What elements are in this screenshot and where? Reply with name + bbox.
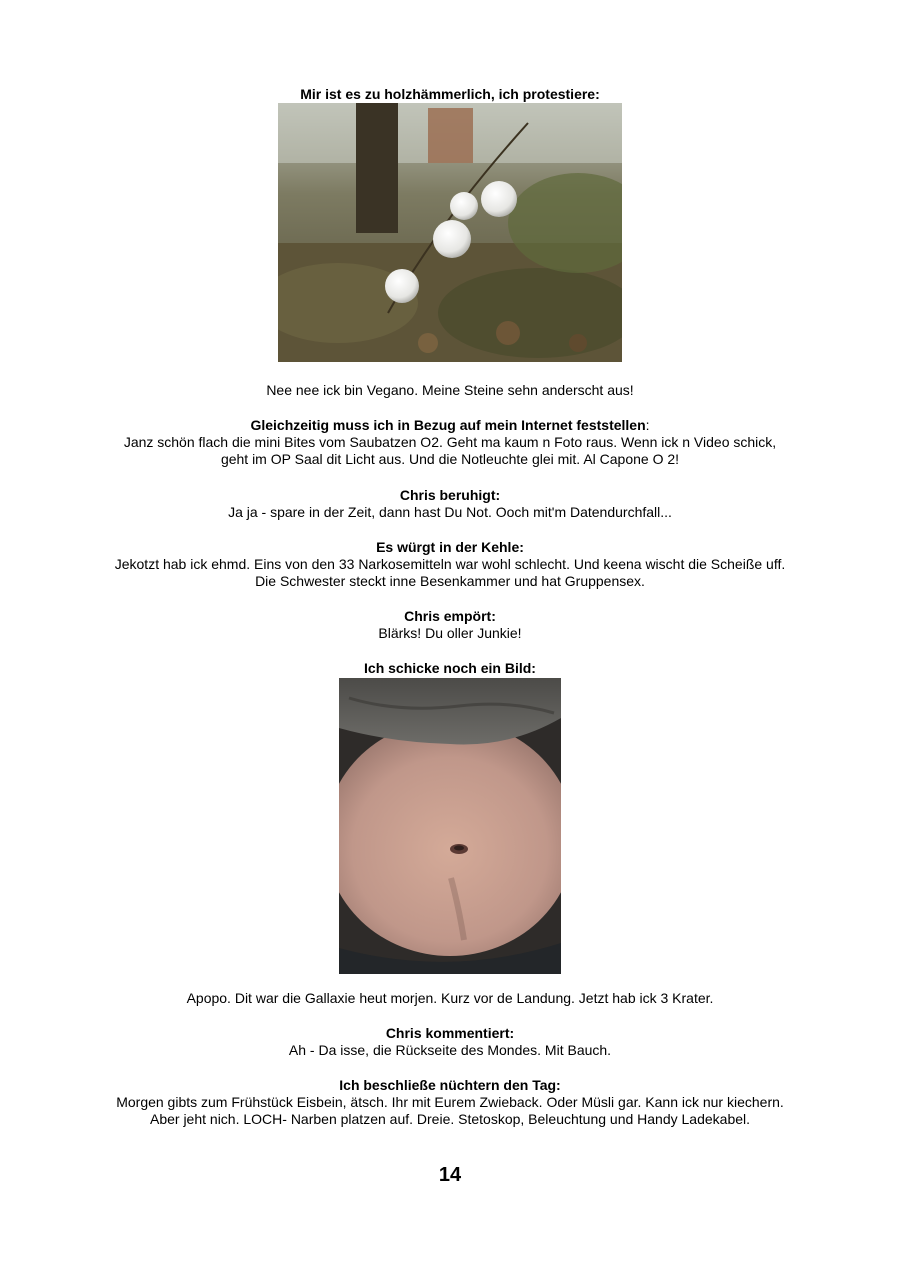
page-number: 14 — [438, 1164, 462, 1186]
chris-outraged-paragraph — [60, 608, 840, 642]
chris-calms-paragraph — [60, 487, 840, 521]
heading-chris-outraged: Chris empört: — [404, 608, 496, 624]
photo-snowberries — [278, 103, 622, 362]
chris-comments-paragraph — [60, 1025, 840, 1059]
chris-comments-line-1: Ah - Da isse, die Rückseite des Mondes. Mit Bauch. — [288, 1042, 612, 1058]
closing-line-2: Aber jeht nich. LOCH- Narben platzen auf. Dreie. Stetoskop, Beleuchtung und Handy Ladekabel. — [149, 1111, 751, 1127]
heading-throat: Es würgt in der Kehle: — [376, 539, 524, 555]
closing-line-1: Morgen gibts zum Frühstück Eisbein, ätsch. Ihr mit Eurem Zwieback. Oder Müsli gar. Kann ick nur kiechern. — [116, 1094, 784, 1110]
throat-line-2: Die Schwester steckt inne Besenkammer und hat Gruppensex. — [255, 573, 645, 589]
heading-internet: Gleichzeitig muss ich in Bezug auf mein Internet feststellen — [250, 417, 646, 433]
chris-calms-line-1: Ja ja - spare in der Zeit, dann hast Du Not. Ooch mit'm Datendurchfall... — [228, 504, 672, 520]
chris-outraged-line-1: Blärks! Du oller Junkie! — [378, 625, 522, 641]
heading-another-picture: Ich schicke noch ein Bild: — [364, 660, 536, 676]
heading-closing: Ich beschließe nüchtern den Tag: — [339, 1077, 561, 1093]
heading-internet-colon: : — [645, 417, 650, 433]
caption-vegano: Nee nee ick bin Vegano. Meine Steine sehn anderscht aus! — [266, 382, 634, 398]
heading-chris-calms: Chris beruhigt: — [399, 487, 501, 503]
caption-galaxy: Apopo. Dit war die Gallaxie heut morjen. Kurz vor de Landung. Jetzt hab ick 3 Krater. — [186, 990, 714, 1006]
throat-paragraph — [60, 539, 840, 590]
internet-line-2: geht im OP Saal dit Licht aus. Und die Notleuchte glei mit. Al Capone O 2! — [220, 451, 680, 467]
heading-chris-comments: Chris kommentiert: — [385, 1025, 515, 1041]
photo-belly — [339, 678, 561, 974]
internet-line-1: Janz schön flach die mini Bites vom Saubatzen O2. Geht ma kaum n Foto raus. Wenn ick n Video schick, — [123, 434, 777, 450]
internet-paragraph — [60, 417, 840, 468]
heading-protest: Mir ist es zu holzhämmerlich, ich protestiere: — [300, 86, 600, 102]
closing-paragraph — [60, 1077, 840, 1128]
throat-line-1: Jekotzt hab ick ehmd. Eins von den 33 Narkosemitteln war wohl schlecht. Und keena wischt die Scheiße uff. — [114, 556, 786, 572]
